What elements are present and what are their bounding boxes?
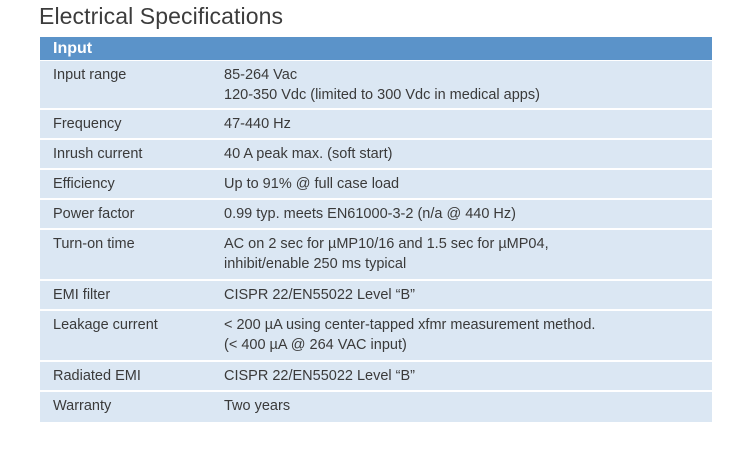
row-label: Input range (53, 67, 127, 83)
table-row (40, 200, 712, 230)
row-label: EMI filter (53, 287, 111, 303)
value-line: < 200 µA using center-tapped xfmr measurement method. (224, 317, 596, 333)
row-value (224, 285, 712, 309)
table-row (40, 392, 712, 422)
value-line: 0.99 typ. meets EN61000-3-2 (n/a @ 440 Hz) (224, 206, 516, 222)
value-line: Two years (224, 398, 291, 414)
value-line: AC on 2 sec for µMP10/16 and 1.5 sec for µMP04, (224, 236, 549, 252)
value-line: 47-440 Hz (224, 116, 291, 132)
row-label: Leakage current (53, 317, 158, 333)
row-value (224, 144, 712, 168)
page-title: Electrical Specifications (39, 3, 284, 29)
row-value (224, 396, 712, 422)
spec-table (40, 37, 712, 422)
value-line: 85-264 Vac (224, 67, 298, 83)
value-line: CISPR 22/EN55022 Level “B” (224, 287, 416, 303)
row-value (224, 234, 712, 279)
row-label: Radiated EMI (53, 368, 141, 384)
row-label: Warranty (53, 398, 112, 414)
table-row (40, 281, 712, 311)
table-row (40, 61, 712, 110)
value-line: 120-350 Vdc (limited to 300 Vdc in medical apps) (224, 87, 540, 103)
row-label: Power factor (53, 206, 135, 222)
value-line: inhibit/enable 250 ms typical (224, 256, 407, 272)
row-value (224, 114, 712, 138)
table-row (40, 362, 712, 392)
table-row (40, 311, 712, 362)
row-label: Frequency (53, 116, 122, 132)
row-label: Turn-on time (53, 236, 135, 252)
row-value (224, 204, 712, 228)
row-value (224, 315, 712, 360)
row-label: Inrush current (53, 146, 143, 162)
section-header-input: Input (40, 37, 712, 61)
row-value (224, 174, 712, 198)
value-line: Up to 91% @ full case load (224, 176, 400, 192)
table-row (40, 170, 712, 200)
row-value (224, 366, 712, 390)
row-value (224, 65, 712, 108)
table-row (40, 140, 712, 170)
value-line: (< 400 µA @ 264 VAC input) (224, 337, 407, 353)
row-label: Efficiency (53, 176, 115, 192)
table-row (40, 230, 712, 281)
value-line: CISPR 22/EN55022 Level “B” (224, 368, 416, 384)
table-row (40, 110, 712, 140)
value-line: 40 A peak max. (soft start) (224, 146, 393, 162)
